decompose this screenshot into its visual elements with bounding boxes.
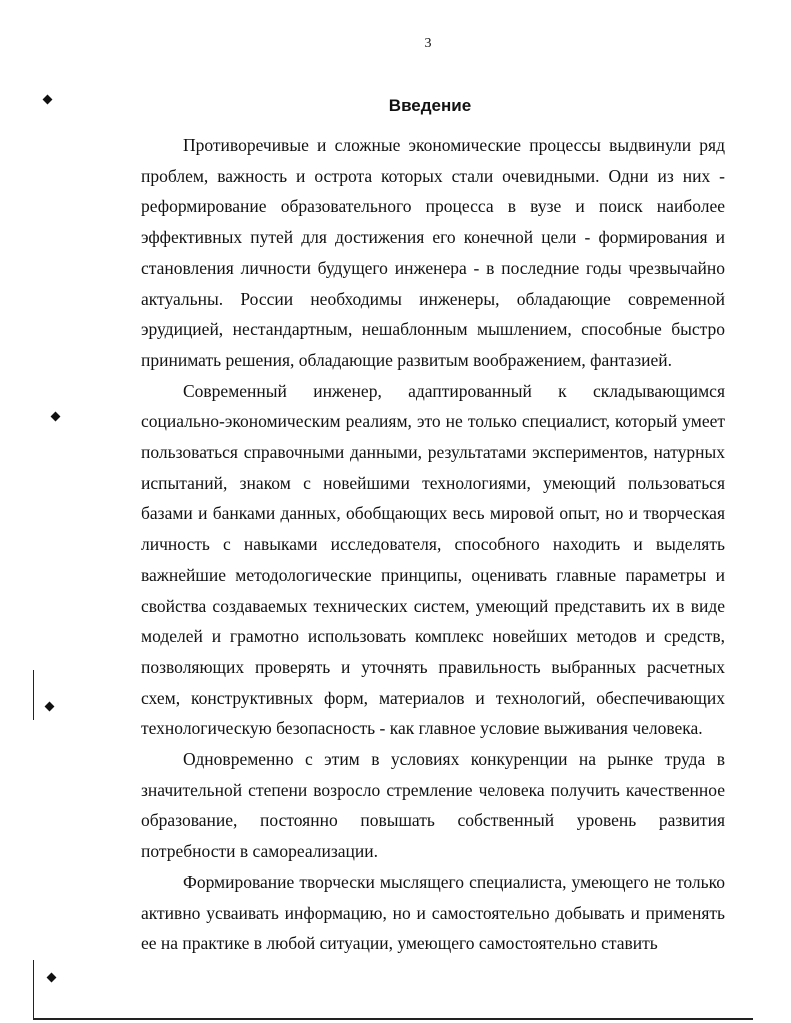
paragraph: Формирование творчески мыслящего специалиста, умеющего не только активно усваивать информацию, но и самостоятельно добывать и применять ее на практике в любой ситуации, умеющего самостоятельно ставить xyxy=(141,871,725,954)
section-heading: Введение xyxy=(388,96,472,115)
scan-artifact-line xyxy=(33,670,34,720)
body-text xyxy=(141,130,725,959)
binding-mark-icon xyxy=(51,412,61,422)
scan-artifact-line xyxy=(33,1018,753,1020)
paragraph: Одновременно с этим в условиях конкуренции на рынке труда в значительной степени возросло стремление человека получить качественное образование, постоянно повышать собственный уровень развития потребности в самореализации. xyxy=(141,749,725,862)
scan-artifact-line xyxy=(33,960,34,1020)
binding-mark-icon xyxy=(45,702,55,712)
paragraph: Противоречивые и сложные экономические процессы выдвинули ряд проблем, важность и острота которых стали очевидными. Одни из них - реформирование образовательного процесса в вузе и поиск наиболее эффективных путей для достижения его конечной цели - формирования и становления личности будущего инженера - в последние годы чрезвычайно актуальны. России необходимы инженеры, обладающие современной эрудицией, нестандартным, нешаблонным мышлением, способные быстро принимать решения, обладающие развитым воображением, фантазией. xyxy=(141,135,725,370)
page-number: 3 xyxy=(424,36,432,51)
binding-mark-icon xyxy=(47,973,57,983)
paragraph: Современный инженер, адаптированный к складывающимся социально-экономическим реалиям, это не только специалист, который умеет пользоваться справочными данными, результатами экспериментов, натурных испытаний, знаком с новейшими технологиями, умеющий пользоваться базами и банками данных, обобщающих весь мировой опыт, но и творческая личность с навыками исследователя, способного находить и выделять важнейшие методологические принципы, оценивать главные параметры и свойства создаваемых технических систем, умеющий представить их в виде моделей и грамотно использовать комплекс новейших методов и средств, позволяющих проверять и уточнять правильность выбранных расчетных схем, конструктивных форм, материалов и технологий, обеспечивающих технологическую безопасность - как главное условие выживания человека. xyxy=(141,380,725,739)
